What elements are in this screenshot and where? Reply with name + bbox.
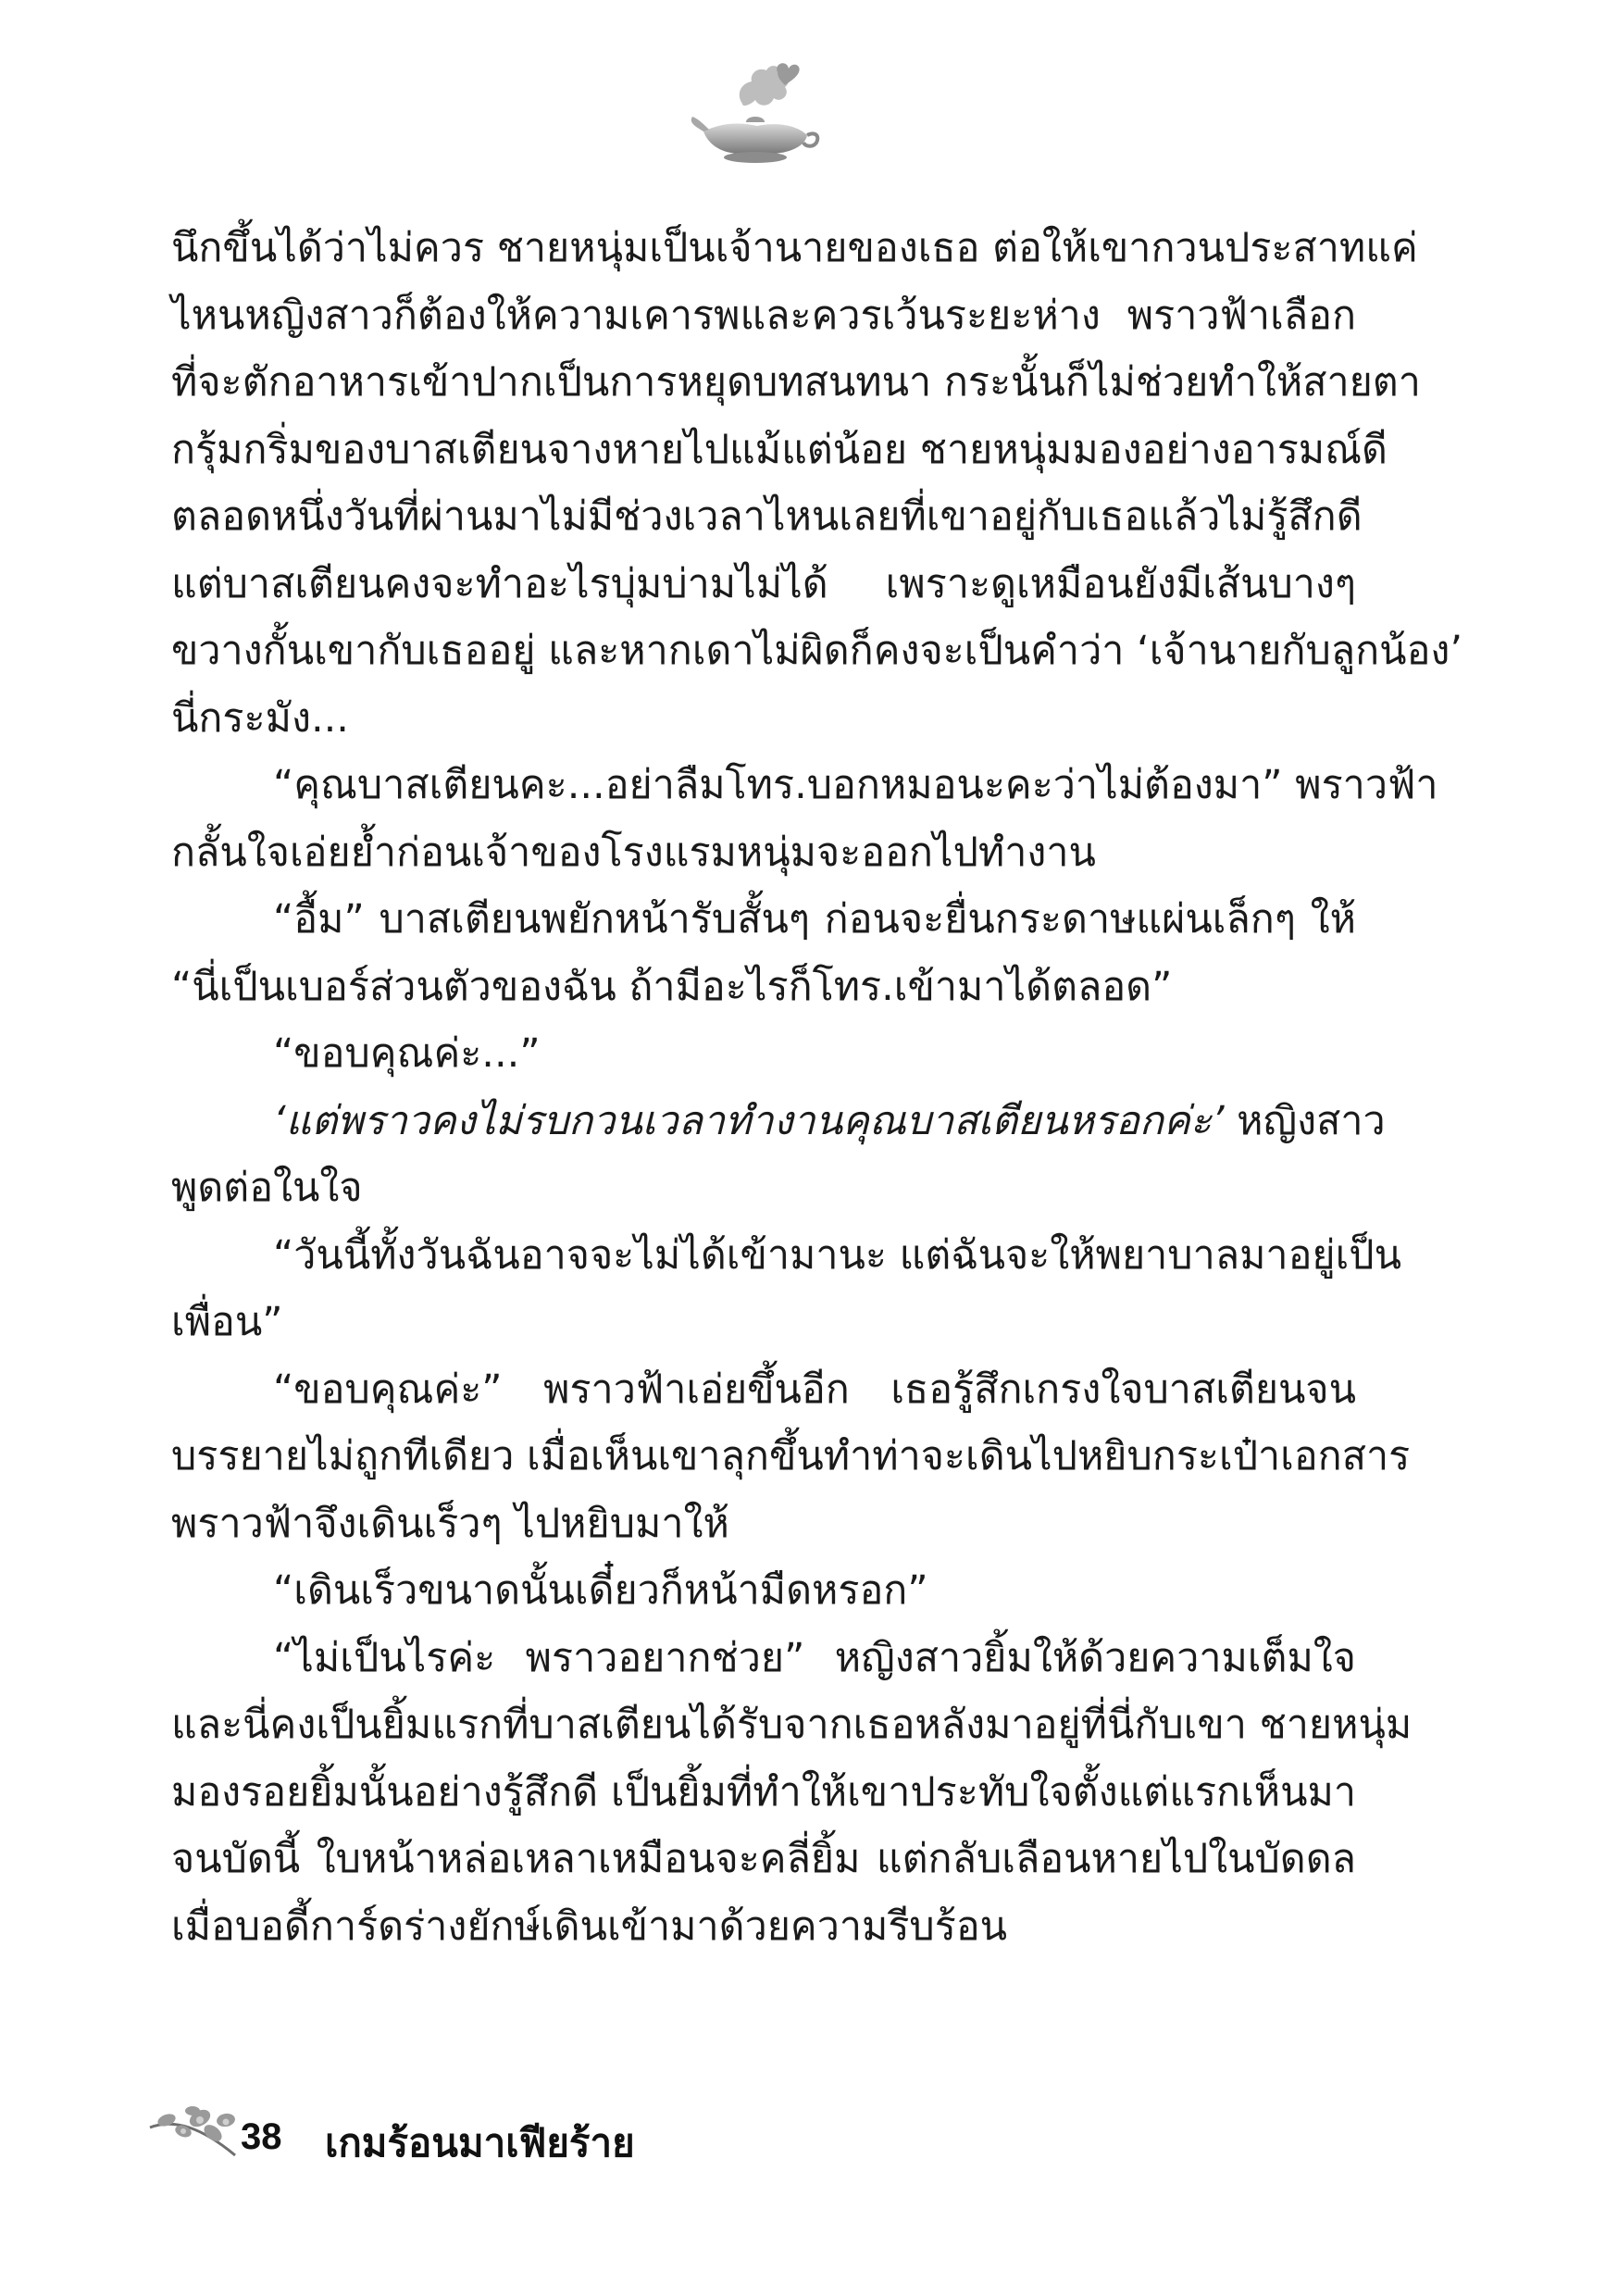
text-line: “ขอบคุณค่ะ” พราวฟ้าเอ่ยขึ้นอีก เธอรู้สึกเกรงใจบาสเตียนจน	[273, 1366, 1356, 1413]
genie-lamp-icon	[685, 57, 824, 167]
text-line: ตลอดหนึ่งวันที่ผ่านมาไม่มีช่วงเวลาไหนเลยที่เขาอยู่กับเธอแล้วไม่รู้สึกดี	[171, 493, 1363, 540]
text-line: กรุ้มกริ่มของบาสเตียนจางหายไปแม้แต่น้อย ชายหนุ่มมองอย่างอารมณ์ดี	[171, 426, 1388, 473]
text-line: “ขอบคุณค่ะ...”	[273, 1030, 541, 1077]
text-line: ขวางกั้นเขากับเธออยู่ และหากเดาไม่ผิดก็คงจะเป็นคำว่า ‘เจ้านายกับลูกน้อง’	[171, 628, 1463, 674]
text-line: กลั้นใจเอ่ยย้ำก่อนเจ้าของโรงแรมหนุ่มจะออกไปทำงาน	[171, 829, 1096, 876]
text-line: และนี่คงเป็นยิ้มแรกที่บาสเตียนได้รับจากเธอหลังมาอยู่ที่นี่กับเขา ชายหนุ่ม	[171, 1702, 1413, 1748]
text-line: “อื้ม” บาสเตียนพยักหน้ารับสั้นๆ ก่อนจะยื่นกระดาษแผ่นเล็กๆ ให้	[273, 896, 1356, 942]
text-line: นึกขึ้นได้ว่าไม่ควร ชายหนุ่มเป็นเจ้านายของเธอ ต่อให้เขากวนประสาทแค่	[171, 225, 1418, 271]
text-line: “คุณบาสเตียนคะ...อย่าลืมโทร.บอกหมอนะคะว่าไม่ต้องมา” พราวฟ้า	[273, 762, 1438, 808]
text-line: พราวฟ้าจึงเดินเร็วๆ ไปหยิบมาให้	[171, 1500, 729, 1547]
text-line: จนบัดนี้ ใบหน้าหล่อเหลาเหมือนจะคลี่ยิ้ม แต่กลับเลือนหายไปในบัดดล	[171, 1836, 1356, 1882]
page-number: 38	[241, 2116, 282, 2157]
text-line: เมื่อบอดี้การ์ดร่างยักษ์เดินเข้ามาด้วยความรีบร้อน	[171, 1903, 1008, 1950]
body-text	[171, 215, 1463, 1960]
book-title: เกมร้อนมาเฟียร้าย	[325, 2120, 635, 2165]
page-footer	[146, 2100, 794, 2183]
text-line: “วันนี้ทั้งวันฉันอาจจะไม่ได้เข้ามานะ แต่ฉันจะให้พยาบาลมาอยู่เป็น	[273, 1231, 1401, 1279]
text-line: “ไม่เป็นไรค่ะ พราวอยากช่วย” หญิงสาวยิ้มให้ด้วยความเต็มใจ	[273, 1634, 1356, 1681]
text-line: “เดินเร็วขนาดนั้นเดี๋ยวก็หน้ามืดหรอก”	[273, 1567, 928, 1614]
text-line: เพื่อน”	[171, 1299, 283, 1345]
text-line: ที่จะตักอาหารเข้าปากเป็นการหยุดบทสนทนา กระนั้นก็ไม่ช่วยทำให้สายตา	[171, 359, 1421, 406]
text-line: ไหนหญิงสาวก็ต้องให้ความเคารพและควรเว้นระยะห่าง พราวฟ้าเลือก	[171, 292, 1356, 339]
text-segment: หญิงสาว	[1224, 1097, 1386, 1144]
orchid-flower-icon	[146, 2100, 248, 2174]
text-line: แต่บาสเตียนคงจะทำอะไรบุ่มบ่ามไม่ได้ เพราะดูเหมือนยังมีเส้นบางๆ	[171, 560, 1356, 607]
text-line: พูดต่อในใจ	[171, 1165, 363, 1211]
text-line: มองรอยยิ้มนั้นอย่างรู้สึกดี เป็นยิ้มที่ทำให้เขาประทับใจตั้งแต่แรกเห็นมา	[171, 1768, 1356, 1816]
text-line: บรรยายไม่ถูกทีเดียว เมื่อเห็นเขาลุกขึ้นทำท่าจะเดินไปหยิบกระเป๋าเอกสาร	[171, 1433, 1411, 1479]
text-line: “นี่เป็นเบอร์ส่วนตัวของฉัน ถ้ามีอะไรก็โทร.เข้ามาได้ตลอด”	[171, 963, 1173, 1010]
inner-thought: ‘แต่พราวคงไม่รบกวนเวลาทำงานคุณบาสเตียนหรอกค่ะ’	[273, 1097, 1225, 1144]
text-line	[171, 1088, 1386, 1155]
text-line: นี่กระมัง...	[171, 694, 349, 742]
